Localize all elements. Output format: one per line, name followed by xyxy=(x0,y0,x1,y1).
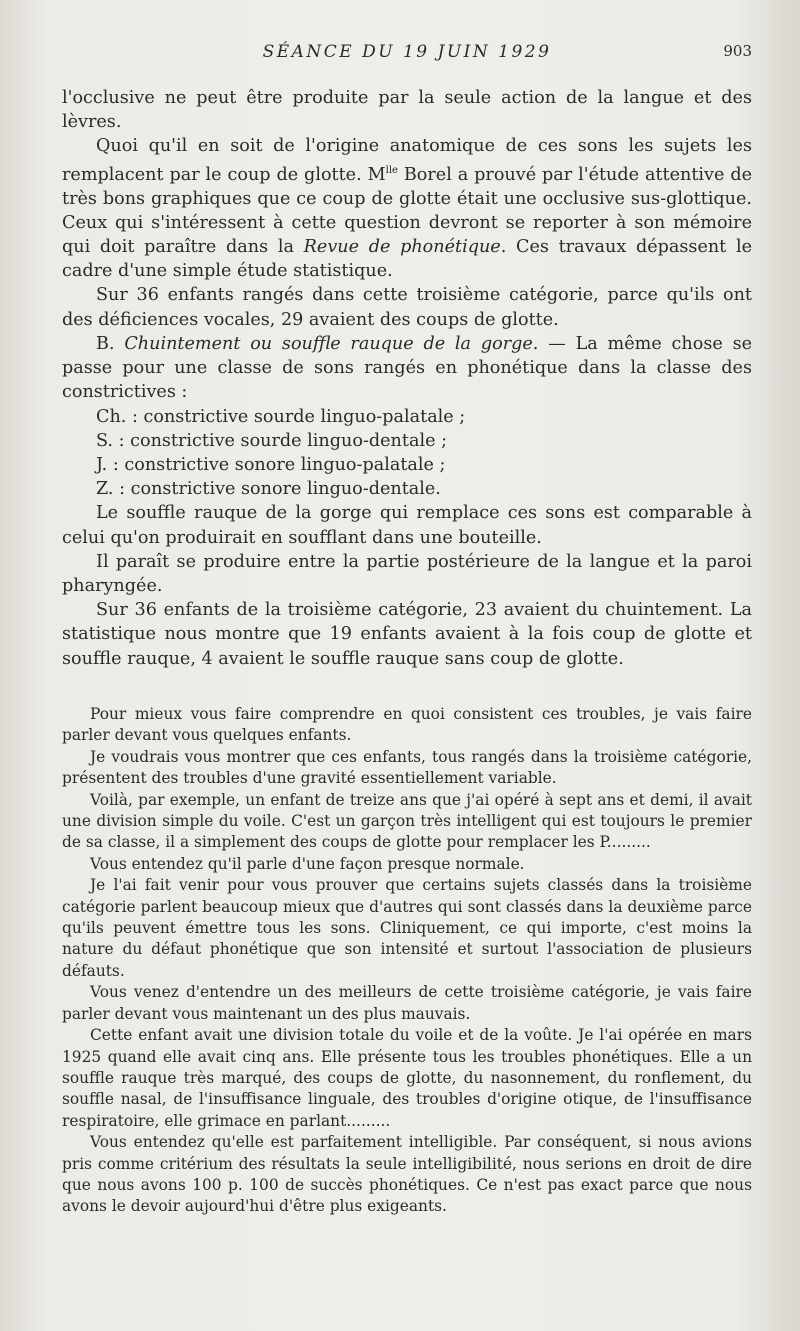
transcript-paragraph: Pour mieux vous faire comprendre en quoi consistent ces troubles, je vais faire parler devant vous quelques enfants. xyxy=(62,705,752,745)
running-title: SÉANCE DU 19 JUIN 1929 xyxy=(262,42,552,62)
transcript-paragraph: Je voudrais vous montrer que ces enfants, tous rangés dans la troisième catégorie, présentent des troubles d'une gravité essentiellement variable. xyxy=(62,747,752,788)
section-label: B. xyxy=(96,333,125,354)
transcript-paragraph: Voilà, par exemple, un enfant de treize ans que j'ai opéré à sept ans et demi, il avait une division simple du voile. C'est un garçon très intelligent qui est toujours le premier de sa classe, il a simplement des coups de glotte pour remplacer les P......... xyxy=(62,790,752,852)
transcript-paragraph: Vous entendez qu'elle est parfaitement intelligible. Par conséquent, si nous avions pris comme critérium des résultats la seule intelligibilité, nous serions en droit de dire que nous avons 100 p. 100 de succès phonétiques. Ce n'est pas exact parce que nous avons le devoir aujourd'hui d'être plus exigeants. xyxy=(62,1133,752,1216)
paragraph: l'occlusive ne peut être produite par la seule action de la langue et des lèvres. xyxy=(62,88,752,133)
superscript: lle xyxy=(385,164,398,176)
list-item: S. : constrictive sourde linguo-dentale ; xyxy=(96,430,448,451)
paragraph: Il paraît se produire entre la partie postérieure de la langue et la paroi pharyngée. xyxy=(62,551,752,596)
transcript-paragraph: Cette enfant avait une division totale du voile et de la voûte. Je l'ai opérée en mars 1925 quand elle avait cinq ans. Elle présente tous les troubles phonétiques. Elle a un souffle rauque très marqué, des coups de glotte, du nasonnement, du ronflement, du souffle nasal, de l'insuffisance linguale, des troubles d'origine otique, de l'insuffisance respiratoire, elle grimace en parlant......... xyxy=(62,1026,752,1130)
paragraph: Sur 36 enfants rangés dans cette troisième catégorie, parce qu'ils ont des déficiences vocales, 29 avaient des coups de glotte. xyxy=(62,285,752,330)
paragraph: Le souffle rauque de la gorge qui remplace ces sons est comparable à celui qu'on produirait en soufflant dans une bouteille. xyxy=(62,503,752,548)
paragraph xyxy=(62,134,752,283)
text-run: Quoi qu'il en soit de l'origine anatomique de ces sons les sujets les remplacent par le coup de glotte. M xyxy=(62,136,752,185)
journal-title: Revue de phonétique xyxy=(303,237,501,258)
page-number: 903 xyxy=(723,42,752,60)
text-run: . Ces travaux dépassent le cadre d'une simple étude statistique. xyxy=(62,237,752,282)
page-header xyxy=(62,42,752,66)
list-item: Ch. : constrictive sourde linguo-palatale ; xyxy=(96,406,466,427)
list-item: J. : constrictive sonore linguo-palatale ; xyxy=(96,454,446,475)
main-text xyxy=(62,86,752,671)
paragraph: Sur 36 enfants de la troisième catégorie, 23 avaient du chuintement. La statistique nous montre que 19 enfants avaient à la fois coup de glotte et souffle rauque, 4 avaient le souffle rauque sans coup de glotte. xyxy=(62,600,752,669)
transcript-paragraph: Vous entendez qu'il parle d'une façon presque normale. xyxy=(90,854,525,873)
list-item: Z. : constrictive sonore linguo-dentale. xyxy=(96,479,441,500)
text-run: Borel a prouvé par l'étude attentive de très bons graphiques que ce coup de glotte était une occlusive sus-glottique. Ceux qui s'intéressent à cette question devront se reporter à son mémoire qui doit paraître dans la xyxy=(62,164,752,258)
text-run: — La même chose se passe pour une classe de sons rangés en phonétique dans la classe des constrictives : xyxy=(62,333,753,403)
transcript-section xyxy=(62,704,752,1218)
section-title: Chuintement ou souffle rauque de la gorge. xyxy=(124,333,539,354)
paragraph xyxy=(62,332,752,405)
transcript-paragraph: Je l'ai fait venir pour vous prouver que certains sujets classés dans la troisième catégorie parlent beaucoup mieux que d'autres qui sont classés dans la deuxième parce qu'ils peuvent émettre tous les sons. Cliniquement, ce qui importe, c'est moins la nature du défaut phonétique que son intensité et surtout l'association de plusieurs défauts. xyxy=(62,876,752,980)
transcript-paragraph: Vous venez d'entendre un des meilleurs de cette troisième catégorie, je vais faire parler devant vous maintenant un des plus mauvais. xyxy=(62,983,752,1023)
